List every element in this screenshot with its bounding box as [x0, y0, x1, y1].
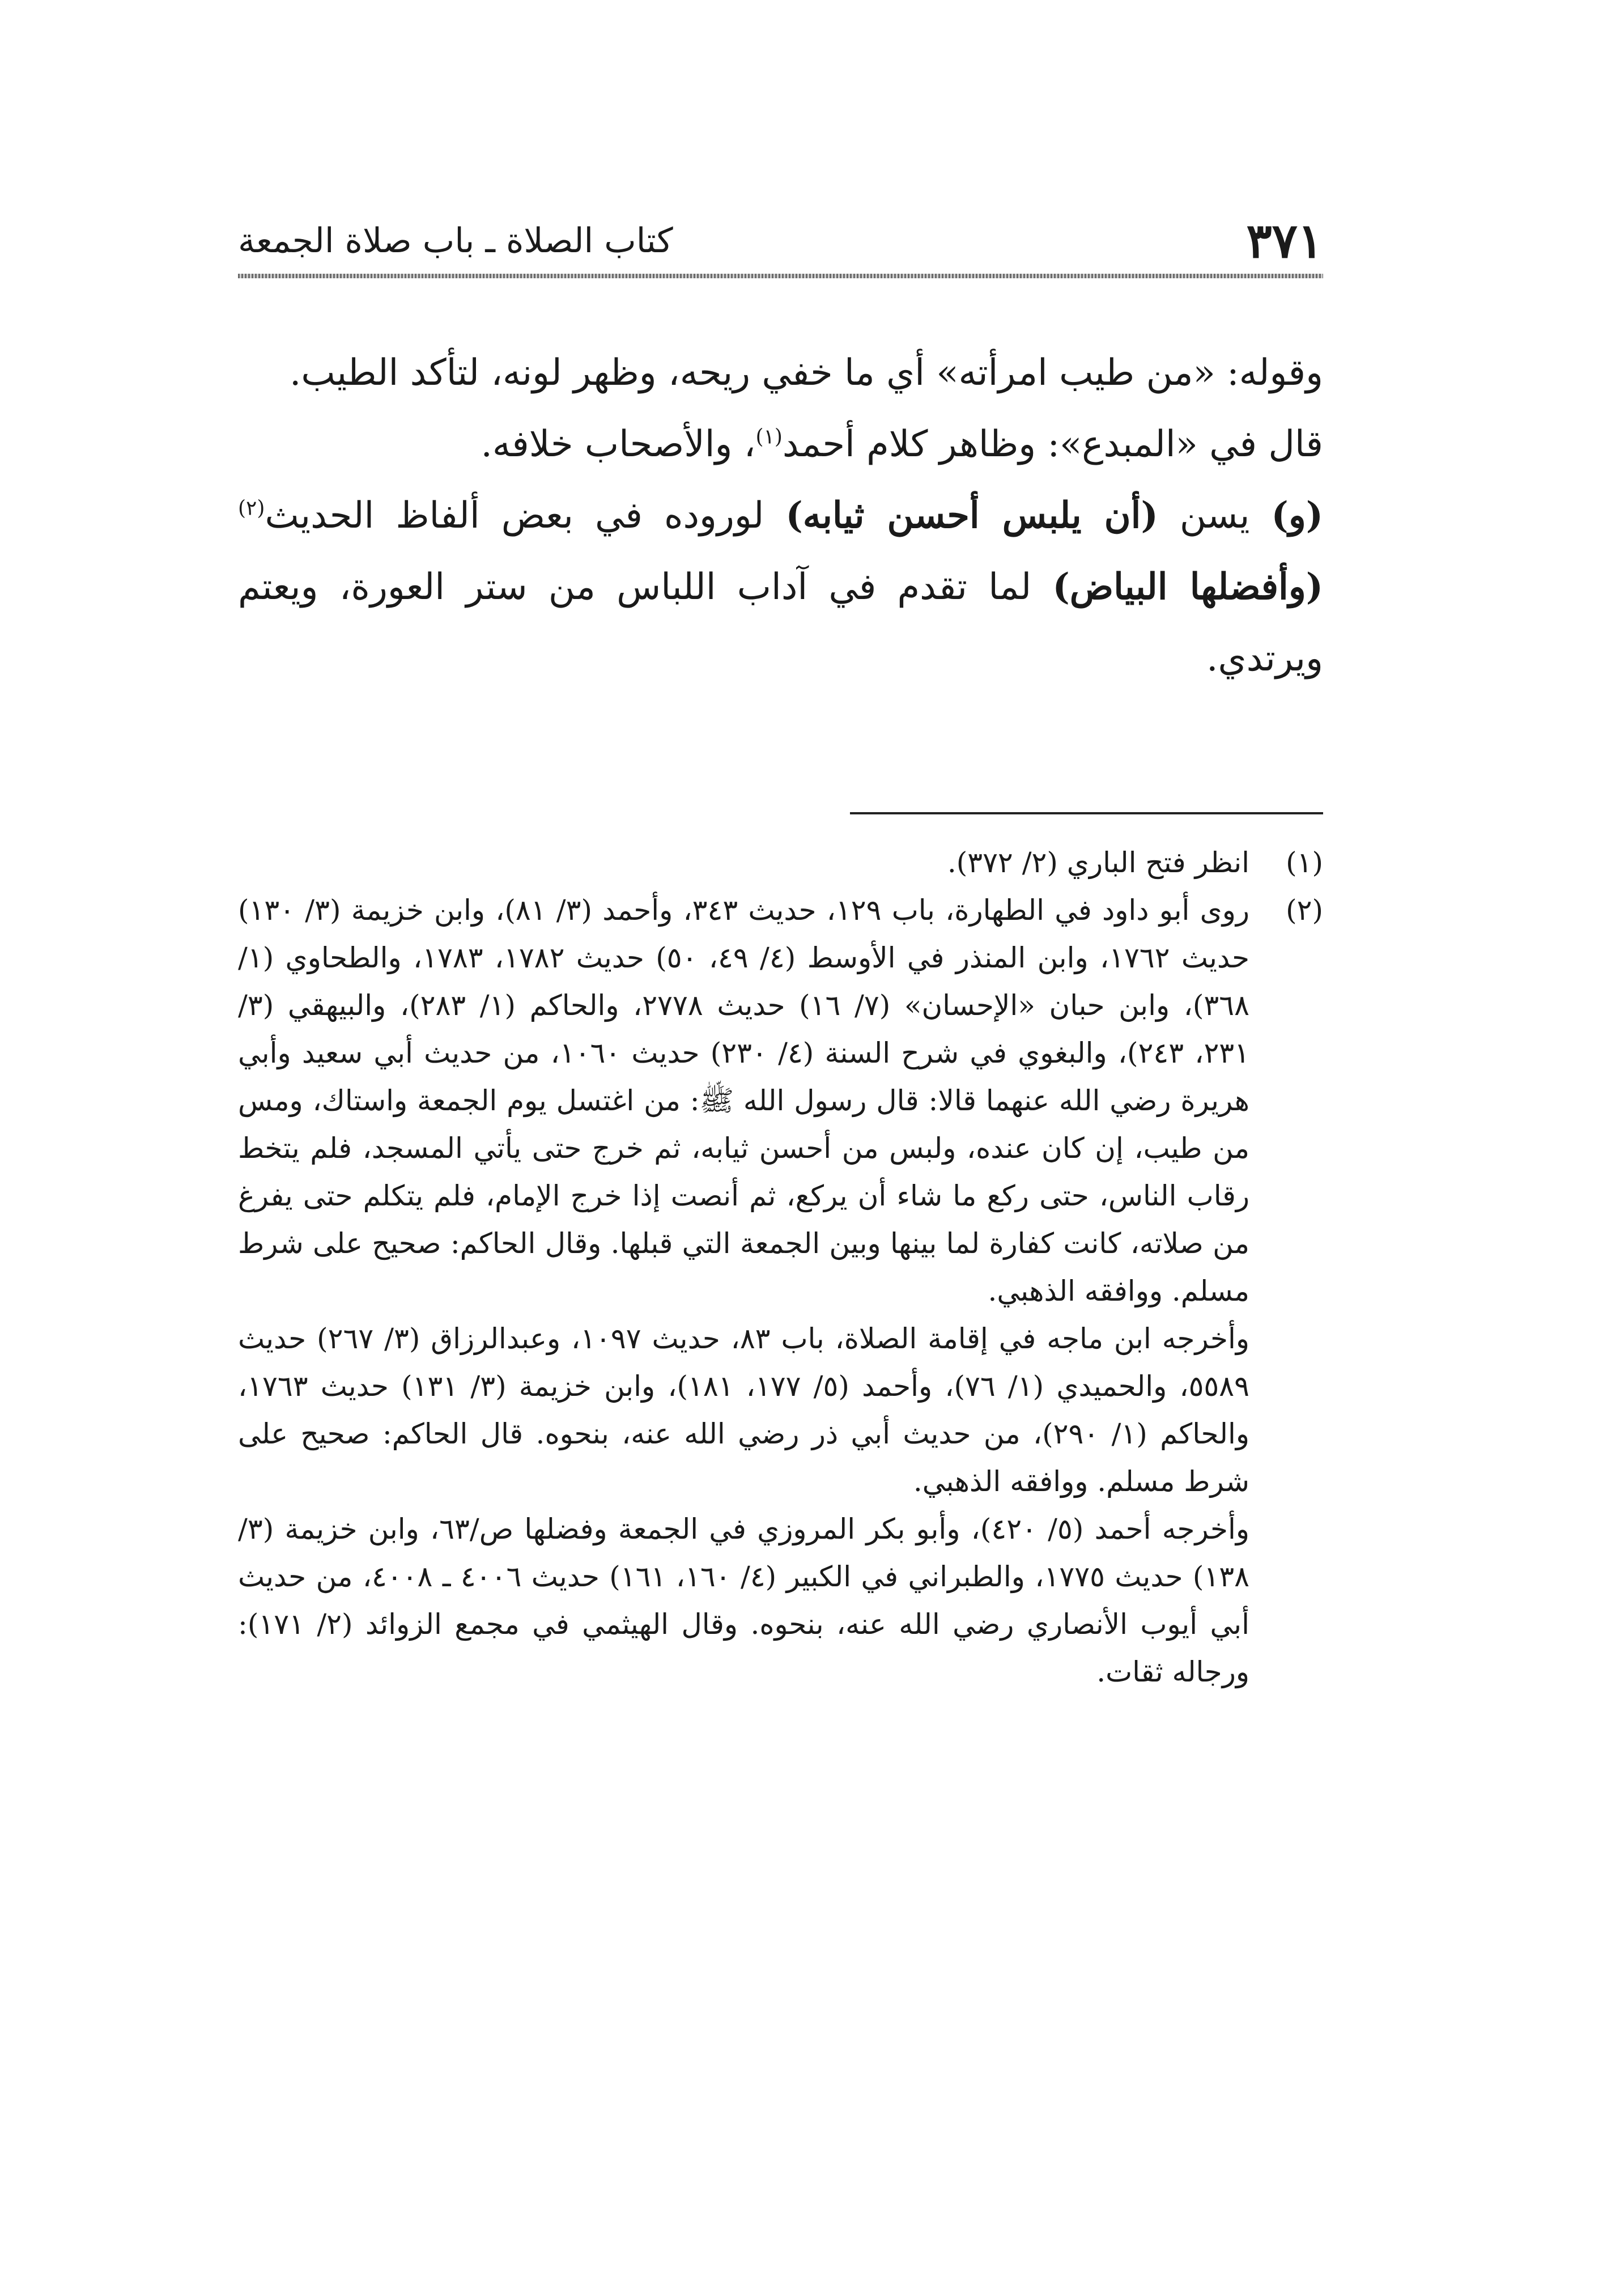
footnote-body — [238, 886, 1249, 1696]
footnote-ref-1: (١) — [755, 425, 783, 449]
paragraph-2 — [238, 409, 1323, 480]
matn-white-best: (وأفضلها البياض) — [1052, 566, 1324, 608]
paragraph-3 — [238, 480, 1323, 694]
main-text — [238, 337, 1323, 694]
footnote-paragraph: انظر فتح الباري (٢/ ٣٧٢). — [947, 846, 1249, 879]
footnote-paragraph: روى أبو داود في الطهارة، باب ١٢٩، حديث ٣٤٣، وأحمد (٣/ ٨١)، وابن خزيمة (٣/ ١٣٠) حديث ١٧٦٢، وابن المنذر في الأوسط (٤/ ٤٩، ٥٠) حديث ١٧٨٢، ١٧٨٣، والطحاوي (١/ ٣٦٨)، وابن حبان «الإحسان» (٧/ ١٦) حديث ٢٧٧٨، والحاكم (١/ ٢٨٣)، والبيهقي (٣/ ٢٣١، ٢٤٣)، والبغوي في شرح السنة (٤/ ٢٣٠) حديث ١٠٦٠، من حديث أبي سعيد وأبي هريرة رضي الله عنهما قالا: قال رسول الله ﷺ: من اغتسل يوم الجمعة واستاك، ومس من طيب، إن كان عنده، ولبس من أحسن ثيابه، ثم خرج حتى يأتي المسجد، فلم يتخط رقاب الناس، حتى ركع ما شاء أن يركع، ثم أنصت إذا خرج الإمام، فلم يتكلم حتى يفرغ من صلاته، كانت كفارة لما بينها وبين الجمعة التي قبلها. وقال الحاكم: صحيح على شرط مسلم. ووافقه الذهبي. — [238, 894, 1250, 1307]
matn-and: (و) — [1271, 494, 1324, 537]
footnote-1 — [238, 839, 1323, 886]
header-divider — [238, 274, 1323, 278]
footnote-paragraph: وأخرجه أحمد (٥/ ٤٢٠)، وأبو بكر المروزي في الجمعة وفضلها ص/٦٣، وابن خزيمة (٣/ ١٣٨) حديث ١٧٧٥، والطبراني في الكبير (٤/ ١٦٠، ١٦١) حديث ٤٠٠٦ ـ ٤٠٠٨، من حديث أبي أيوب الأنصاري رضي الله عنه، بنحوه. وقال الهيثمي في مجمع الزوائد (٢/ ١٧١): ورجاله ثقات. — [238, 1513, 1250, 1688]
footnote-divider — [850, 812, 1323, 814]
paragraph-3-text-a: يسن — [1158, 495, 1272, 537]
footnote-2 — [238, 886, 1323, 1696]
footnote-number: (٢) — [1286, 894, 1323, 927]
paragraph-2-text-a: قال في «المبدع»: وظاهر كلام أحمد — [782, 423, 1323, 465]
footnote-number: (١) — [1286, 846, 1323, 879]
footnote-paragraph: وأخرجه ابن ماجه في إقامة الصلاة، باب ٨٣، حديث ١٠٩٧، وعبدالرزاق (٣/ ٢٦٧) حديث ٥٥٨٩، والحميدي (١/ ٧٦)، وأحمد (٥/ ١٧٧، ١٨١)، وابن خزيمة (٣/ ١٣١) حديث ١٧٦٣، والحاكم (١/ ٢٩٠)، من حديث أبي ذر رضي الله عنه، بنحوه. قال الحاكم: صحيح على شرط مسلم. ووافقه الذهبي. — [238, 1322, 1249, 1498]
page-header — [238, 210, 1323, 272]
paragraph-1: وقوله: «من طيب امرأته» أي ما خفي ريحه، وظهر لونه، لتأكد الطيب. — [290, 352, 1323, 394]
footnote-body — [238, 839, 1249, 886]
matn-best-clothes: (أن يلبس أحسن ثيابه) — [785, 494, 1158, 537]
footnote-ref-2: (٢) — [238, 496, 265, 520]
paragraph-3-text-b: لوروده في بعض ألفاظ الحديث — [265, 495, 786, 537]
paragraph-2-text-b: ، والأصحاب خلافه. — [481, 423, 756, 465]
footnotes — [238, 839, 1323, 1696]
running-title: كتاب الصلاة ـ باب صلاة الجمعة — [238, 221, 673, 261]
page-number: ٣٧١ — [1246, 213, 1323, 269]
paragraph-3-text-c: لما تقدم في آداب اللباس من ستر العورة، ويعتم ويرتدي. — [238, 566, 1323, 680]
